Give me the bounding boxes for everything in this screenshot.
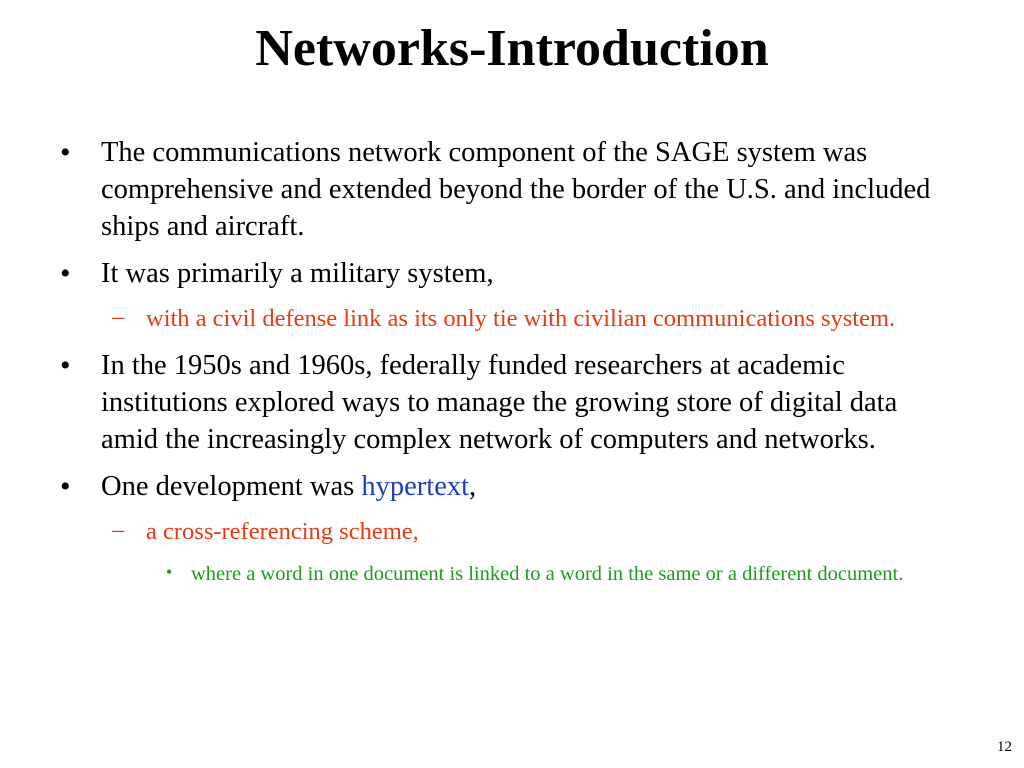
slide-title: Networks-Introduction [255, 20, 769, 77]
bullet-text-before: One development was [101, 471, 362, 502]
sub-bullet-civil-defense [0, 302, 946, 335]
bullet-text: It was primarily a military system, [101, 258, 494, 289]
bullet-sage-network [0, 134, 951, 245]
dash-marker: – [112, 516, 125, 543]
bullet-military-system [0, 255, 951, 292]
sub-bullet-cross-referencing [0, 515, 946, 548]
bullet-marker: • [60, 349, 71, 382]
sub-sub-bullet-linked-word [0, 560, 951, 589]
bullet-text-after: , [469, 471, 477, 502]
bullet-text: The communications network component of the SAGE system was comprehensive and extended beyond the border of the U.S. and included ships and aircraft. [101, 137, 931, 242]
slide-body [0, 134, 1024, 589]
bullet-marker: • [60, 136, 71, 169]
slide-number: 12 [997, 739, 1012, 755]
bullet-marker: • [60, 257, 71, 290]
small-bullet-marker: • [166, 562, 173, 582]
bullet-researchers [0, 347, 951, 458]
bullet-text: In the 1950s and 1960s, federally funded researchers at academic institutions explored ways to manage the growing store of digital data amid the increasingly complex network of computers and networks. [101, 350, 898, 455]
sub-bullet-text: a cross-referencing scheme, [146, 518, 419, 545]
dash-marker: – [112, 303, 125, 330]
sub-bullet-text: with a civil defense link as its only tie with civilian communications system. [146, 305, 896, 332]
bullet-marker: • [60, 470, 71, 503]
sub-sub-bullet-text: where a word in one document is linked to a word in the same or a different document. [191, 563, 904, 585]
hypertext-highlight: hypertext [361, 471, 470, 502]
bullet-hypertext [0, 468, 951, 505]
